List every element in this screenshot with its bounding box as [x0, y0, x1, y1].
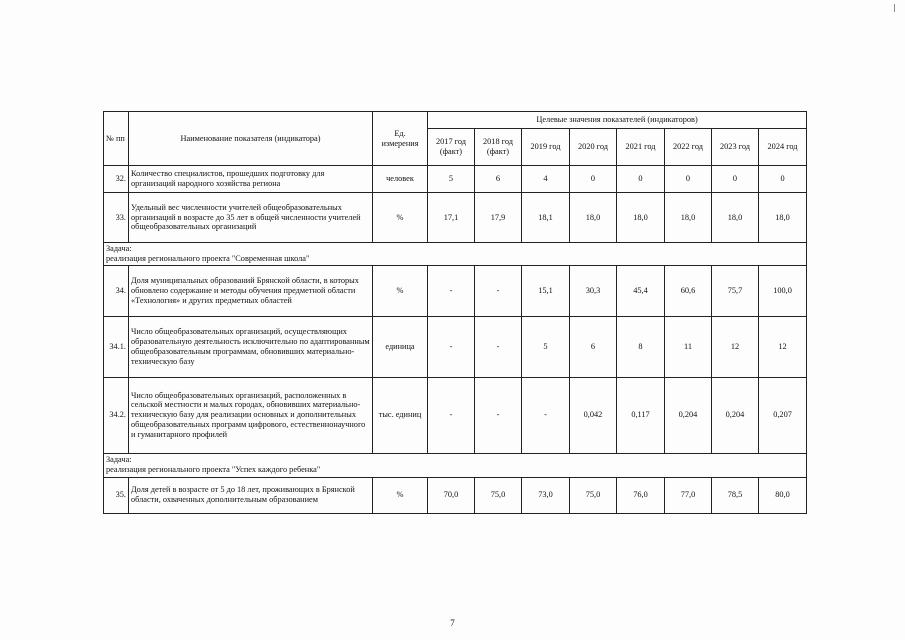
header-unit: Ед. измерения [373, 112, 428, 166]
value-cell: 80,0 [759, 477, 807, 513]
value-cell: 6 [570, 316, 617, 377]
value-cell: 78,5 [712, 477, 759, 513]
value-cell: 18,0 [570, 193, 617, 243]
unit-cell: тыс. единиц [373, 377, 428, 453]
value-cell: 45,4 [617, 265, 665, 316]
header-year-label: 2018 год [483, 137, 513, 147]
header-year-1 [475, 129, 522, 166]
header-year-note: (факт) [486, 147, 510, 156]
value-cell: 75,0 [475, 477, 522, 513]
table-row [104, 377, 807, 453]
task-row [104, 243, 807, 266]
indicator-name: Число общеобразовательных организаций, расположенных в сельской местности и малых городах, обновивших материально-техническую базу для реализации основных и дополнительных общеобразовательных программ цифрового, естественнонаучного и гуманитарного профилей [129, 377, 373, 453]
value-cell: 4 [522, 166, 570, 193]
value-cell: 0 [617, 166, 665, 193]
value-cell: 76,0 [617, 477, 665, 513]
scan-edge-mark [894, 4, 895, 12]
header-year-3 [570, 129, 617, 166]
header-year-0 [428, 129, 475, 166]
value-cell: 0,204 [712, 377, 759, 453]
unit-cell: % [373, 265, 428, 316]
header-year-label: 2022 год [673, 142, 703, 152]
value-cell: 17,9 [475, 193, 522, 243]
value-cell: 12 [759, 316, 807, 377]
header-number: № пп [104, 112, 129, 166]
value-cell: 75,0 [570, 477, 617, 513]
unit-cell: % [373, 193, 428, 243]
header-year-6 [712, 129, 759, 166]
value-cell: - [475, 316, 522, 377]
unit-cell: % [373, 477, 428, 513]
value-cell: - [522, 377, 570, 453]
value-cell: - [428, 265, 475, 316]
indicator-name: Доля муниципальных образований Брянской области, в которых обновлено содержание и методы обучения предметной области «Технология» и других предметных областей [129, 265, 373, 316]
header-year-note: (факт) [439, 147, 463, 156]
header-year-label: 2019 год [530, 142, 561, 152]
value-cell: 11 [665, 316, 712, 377]
row-number: 32. [104, 166, 129, 193]
table-row [104, 316, 807, 377]
value-cell: 6 [475, 166, 522, 193]
value-cell: 17,1 [428, 193, 475, 243]
row-number: 34.1. [104, 316, 129, 377]
value-cell: 0 [570, 166, 617, 193]
table-header [104, 112, 807, 166]
unit-cell: человек [373, 166, 428, 193]
value-cell: 60,6 [665, 265, 712, 316]
indicator-name: Число общеобразовательных организаций, осуществляющих образовательную деятельность исключительно по адаптированным общеобразовательным программам, обновивших материально-техническую базу [129, 316, 373, 377]
row-number: 34. [104, 265, 129, 316]
value-cell: 0,204 [665, 377, 712, 453]
header-year-label: 2024 год [767, 142, 798, 152]
value-cell: 0,207 [759, 377, 807, 453]
value-cell: 0 [665, 166, 712, 193]
value-cell: 77,0 [665, 477, 712, 513]
value-cell: 12 [712, 316, 759, 377]
header-year-label: 2021 год [625, 142, 656, 152]
row-number: 35. [104, 477, 129, 513]
row-number: 34.2. [104, 377, 129, 453]
value-cell: - [475, 265, 522, 316]
value-cell: - [475, 377, 522, 453]
value-cell: 18,0 [665, 193, 712, 243]
header-year-4 [617, 129, 665, 166]
value-cell: 73,0 [522, 477, 570, 513]
task-text: Задача: реализация регионального проекта "Успех каждого ребенка" [104, 453, 807, 477]
value-cell: 0 [759, 166, 807, 193]
header-year-2 [522, 129, 570, 166]
header-year-7 [759, 129, 807, 166]
value-cell: 100,0 [759, 265, 807, 316]
task-text: Задача: реализация регионального проекта "Современная школа" [104, 243, 807, 266]
value-cell: 8 [617, 316, 665, 377]
value-cell: 5 [428, 166, 475, 193]
table-row [104, 265, 807, 316]
header-year-5 [665, 129, 712, 166]
value-cell: - [428, 316, 475, 377]
header-target-values: Целевые значения показателей (индикаторов) [428, 112, 807, 129]
value-cell: - [428, 377, 475, 453]
table-body [104, 166, 807, 514]
value-cell: 0 [712, 166, 759, 193]
value-cell: 30,3 [570, 265, 617, 316]
value-cell: 15,1 [522, 265, 570, 316]
value-cell: 18,0 [712, 193, 759, 243]
value-cell: 18,0 [617, 193, 665, 243]
header-year-label: 2023 год [720, 142, 750, 152]
value-cell: 0,042 [570, 377, 617, 453]
header-indicator-name: Наименование показателя (индикатора) [129, 112, 373, 166]
indicator-name: Удельный вес численности учителей общеобразовательных организаций в возрасте до 35 лет в общей численности учителей общеобразовательных организаций [129, 193, 373, 243]
value-cell: 0,117 [617, 377, 665, 453]
value-cell: 75,7 [712, 265, 759, 316]
row-number: 33. [104, 193, 129, 243]
indicator-name: Доля детей в возрасте от 5 до 18 лет, проживающих в Брянской области, охваченных дополнительным образованием [129, 477, 373, 513]
table-row [104, 166, 807, 193]
value-cell: 18,0 [759, 193, 807, 243]
table-row [104, 477, 807, 513]
value-cell: 5 [522, 316, 570, 377]
table-row [104, 193, 807, 243]
header-year-label: 2017 год [436, 137, 466, 147]
value-cell: 70,0 [428, 477, 475, 513]
unit-cell: единица [373, 316, 428, 377]
page-number: 7 [450, 618, 455, 628]
value-cell: 18,1 [522, 193, 570, 243]
header-year-label: 2020 год [578, 142, 608, 152]
task-row [104, 453, 807, 477]
indicators-table [103, 111, 807, 514]
indicator-name: Количество специалистов, прошедших подготовку для организаций народного хозяйства региона [129, 166, 373, 193]
